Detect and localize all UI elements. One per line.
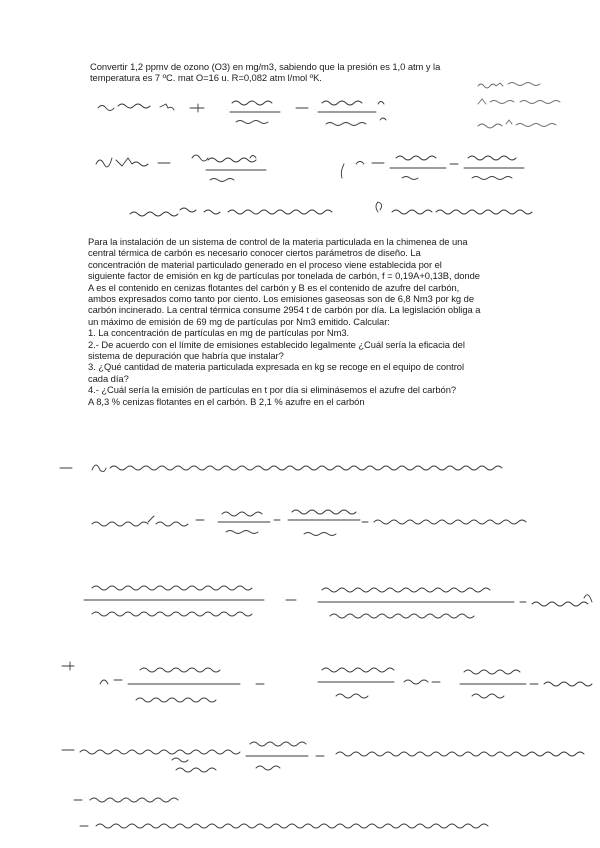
question-1: 1. La concentración de partículas en mg de partículas por Nm3. xyxy=(88,327,350,339)
question-2: 2.- De acuerdo con el límite de emisiones establecido legalmente ¿Cuál sería la eficacia del xyxy=(88,338,465,350)
question-2-cont: sistema de depuración que habría que instalar? xyxy=(88,350,284,362)
handwritten-solution-4 xyxy=(80,824,488,828)
handwritten-solution-2 xyxy=(62,662,592,702)
problem-2-line: un máximo de emisión de 69 mg de partículas por Nm3 emitido. Calcular: xyxy=(88,315,390,327)
problem-2-line: siguiente factor de emisión en kg de partículas por tonelada de carbón, f = 0,19A+0,13B, donde xyxy=(88,270,480,282)
problem-2-line: central térmica de carbón es necesario conocer ciertos parámetros de diseño. La xyxy=(88,247,421,259)
handwritten-solution-3 xyxy=(62,742,584,772)
question-3: 3. ¿Qué cantidad de materia particulada expresada en kg se recoge en el equipo de control xyxy=(88,361,465,373)
handwritten-line xyxy=(74,798,178,802)
data-values: A 8,3 % cenizas flotantes en el carbón. B 2,1 % azufre en el carbón xyxy=(88,395,365,407)
handwritten-margin-note xyxy=(478,83,560,129)
handwritten-line xyxy=(96,155,524,182)
handwritten-solution-1 xyxy=(60,465,502,472)
problem-2-line: concentración de material particulado generado en el proceso viene establecida por el xyxy=(88,258,442,270)
handwritten-line xyxy=(92,510,526,536)
problem-2-line: A es el contenido en cenizas flotantes del carbón y B es el contenido de azufre del carbón, xyxy=(88,281,460,293)
problem-2-line: Para la instalación de un sistema de control de la materia particulada en la chimenea de una xyxy=(88,236,468,247)
problem-1-line-2: temperatura es 7 ºC. mat O=16 u. R=0,082 atm l/mol ºK. xyxy=(90,72,322,84)
problem-2-line: carbón incinerado. La central térmica consume 2954 t de carbón por día. La legislación obliga a xyxy=(88,304,481,316)
problem-2-line: ambos expresados como tanto por ciento. Los emisiones gaseosas son de 6,8 Nm3 por kg de xyxy=(88,293,474,305)
handwritten-line xyxy=(130,202,532,216)
problem-1-line-1: Convertir 1,2 ppmv de ozono (O3) en mg/m3, sabiendo que la presión es 1,0 atm y la xyxy=(90,61,441,72)
handwritten-line xyxy=(98,101,386,126)
question-3-cont: cada día? xyxy=(88,372,129,384)
handwritten-line xyxy=(84,586,592,618)
question-4: 4.- ¿Cuál sería la emisión de partículas en t por día si eliminásemos el azufre del carbón? xyxy=(88,384,457,396)
